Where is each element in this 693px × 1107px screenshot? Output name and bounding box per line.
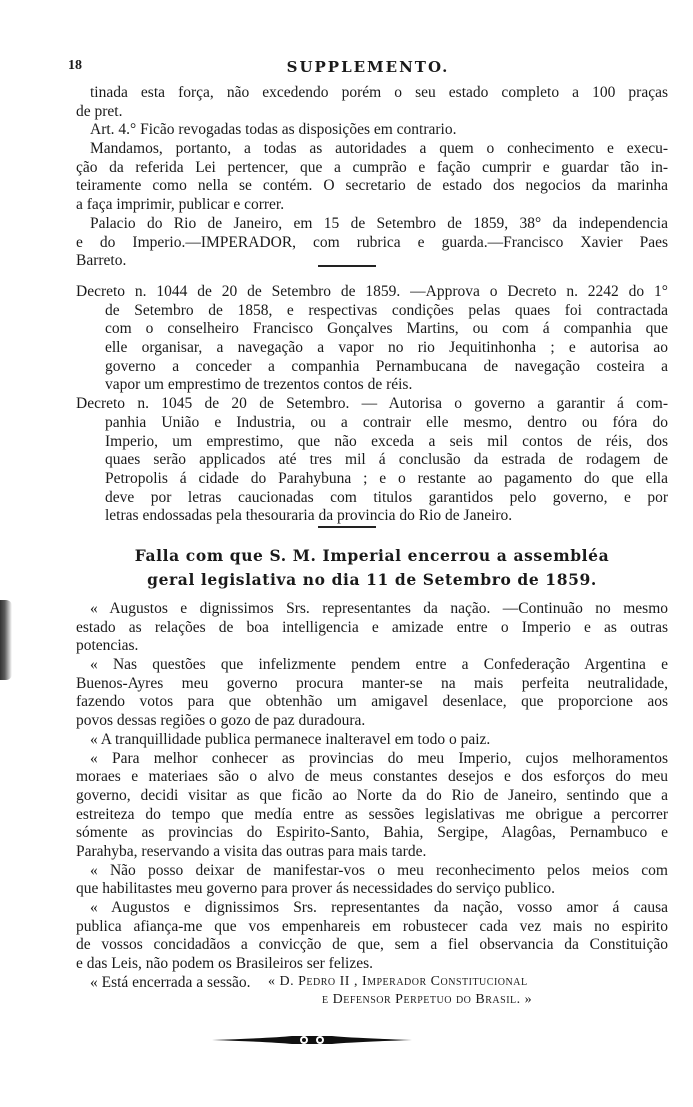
- decree-list: [76, 283, 668, 526]
- text-line: vapor um emprestimo de trezentos contos de réis.: [105, 376, 413, 394]
- text-line: « Nas questões que infelizmente pendem entre a Confederação Argentina e: [90, 656, 668, 674]
- text-line: Palacio do Rio de Janeiro, em 15 de Setembro de 1859, 38° da independencia: [90, 214, 668, 232]
- signature-line: « D. Pedro II , Imperador Constitucional: [268, 974, 528, 989]
- text-line: Petropolis á cidade do Parahybuna ; e o restante ao pagamento do que ella: [105, 469, 668, 487]
- text-line: de pret.: [76, 102, 123, 120]
- text-line: que habilitastes meu governo para prover ás necessidades do serviço publico.: [76, 880, 556, 898]
- text-line: tinada esta força, não excedendo porém o seu estado completo a 100 praças: [90, 84, 668, 101]
- scan-margin-mark: [0, 600, 12, 680]
- text-line: Mandamos, portanto, a todas as autoridades a quem o conhecimento e execu-: [90, 140, 668, 158]
- text-line: sómente as provincias do Espirito-Santo, Bahia, Sergipe, Alagôas, Pernambuco e: [76, 824, 668, 842]
- text-line: « A tranquillidade publica permanece inalteravel em todo o paiz.: [90, 730, 491, 748]
- page-number: 18: [68, 58, 82, 73]
- text-line: teiramente como nella se contém. O secretario de estado dos negocios da marinha: [76, 177, 668, 195]
- text-line: Parahyba, reservando a visita das outras para mais tarde.: [76, 842, 427, 860]
- text-line: povos dessas regiões o gozo de paz duradoura.: [76, 712, 366, 730]
- text-line: deve por letras caucionadas com titulos garantidos pelo governo, e por: [105, 488, 668, 506]
- speech-heading-line: geral legislativa no dia 11 de Setembro de 1859.: [147, 570, 597, 589]
- law-conclusion-text: [76, 84, 668, 271]
- text-line: quaes serão applicados até tres mil á conclusão da estrada de rodagem de: [105, 451, 668, 469]
- text-line: com o conselheiro Francisco Gonçalves Martins, ou com á companhia que: [105, 320, 668, 338]
- text-line: « Está encerrada a sessão.: [90, 973, 251, 991]
- section-divider: [318, 265, 376, 267]
- speech-heading-line: Falla com que S. M. Imperial encerrou a assembléa: [134, 546, 610, 565]
- text-line: ção da referida Lei pertencer, que a cumprão e fação cumprir e guardar tão in-: [76, 158, 668, 176]
- text-line: Barreto.: [76, 252, 127, 270]
- section-divider: [318, 526, 376, 528]
- text-line: « Não posso deixar de manifestar-vos o meu reconhecimento pelos meios com: [90, 861, 668, 879]
- speech-heading: [72, 544, 672, 592]
- speech-text: [76, 600, 668, 992]
- text-line: potencias.: [76, 637, 139, 655]
- text-line: estado as relações de boa intelligencia e amizade entre o Imperio e as outras: [76, 618, 668, 636]
- text-line: de Setembro de 1858, e respectivas condições pelas quaes foi contractada: [105, 301, 668, 319]
- text-line: estreiteza do tempo que medía entre as sessões legislativas me obrigue a percorrer: [76, 805, 668, 823]
- page-header: [68, 58, 668, 78]
- text-line: « Augustos e dignissimos Srs. representantes da nação, vosso amor á causa: [90, 899, 668, 916]
- text-line: elle organisar, a navegação a vapor no rio Jequitinhonha ; e autorisa ao: [105, 339, 668, 357]
- ornament-divider: [212, 1033, 412, 1047]
- text-line: Art. 4.° Ficão revogadas todas as disposições em contrario.: [90, 121, 457, 139]
- text-line: Imperio, um emprestimo, que não exceda a seis mil contos de réis, dos: [105, 432, 668, 450]
- signature-line: e Defensor Perpetuo do Brasil. »: [322, 992, 533, 1007]
- text-line: moraes e materiaes são o alvo de meus constantes desejos e dos esforços do meu: [76, 768, 668, 786]
- text-line: « Augustos e dignissimos Srs. representantes da nação. —Continuão no mesmo: [90, 600, 668, 617]
- text-line: « Para melhor conhecer as provincias do meu Imperio, cujos melhoramentos: [90, 749, 668, 767]
- text-line: a faça imprimir, publicar e correr.: [76, 196, 285, 214]
- text-line: panhia União e Industria, ou a contrair elle mesmo, dentro ou fóra do: [105, 413, 668, 431]
- text-line: e do Imperio.—IMPERADOR, com rubrica e guarda.—Francisco Xavier Paes: [76, 233, 668, 251]
- text-line: letras endossadas pela thesouraria da provincia do Rio de Janeiro.: [105, 507, 513, 525]
- text-line: Buenos-Ayres meu governo procura manter-se na mais perfeita neutralidade,: [76, 674, 668, 692]
- text-line: publica afiança-me que vos empenhareis em robustecer cada vez mais no espirito: [76, 917, 668, 935]
- text-line: e das Leis, não podem os Brasileiros ser felizes.: [76, 955, 373, 973]
- text-line: de vossos concidadãos a convicção de que, sem a fiel observancia da Constituição: [76, 936, 668, 954]
- text-line: fazendo votos para que obtenhão um amigavel desenlace, que proporcione aos: [76, 693, 668, 711]
- text-line: Decreto n. 1045 de 20 de Setembro. — Autorisa o governo a garantir á com-: [76, 395, 668, 413]
- running-head: SUPPLEMENTO.: [286, 58, 450, 76]
- text-line: governo, decidi visitar as que ficão ao Norte da do Rio de Janeiro, sentindo que a: [76, 786, 668, 804]
- text-line: governo a conceder a companhia Pernambucana de navegação costeira a: [105, 357, 668, 375]
- text-line: Decreto n. 1044 de 20 de Setembro de 1859. —Approva o Decreto n. 2242 do 1°: [76, 283, 668, 300]
